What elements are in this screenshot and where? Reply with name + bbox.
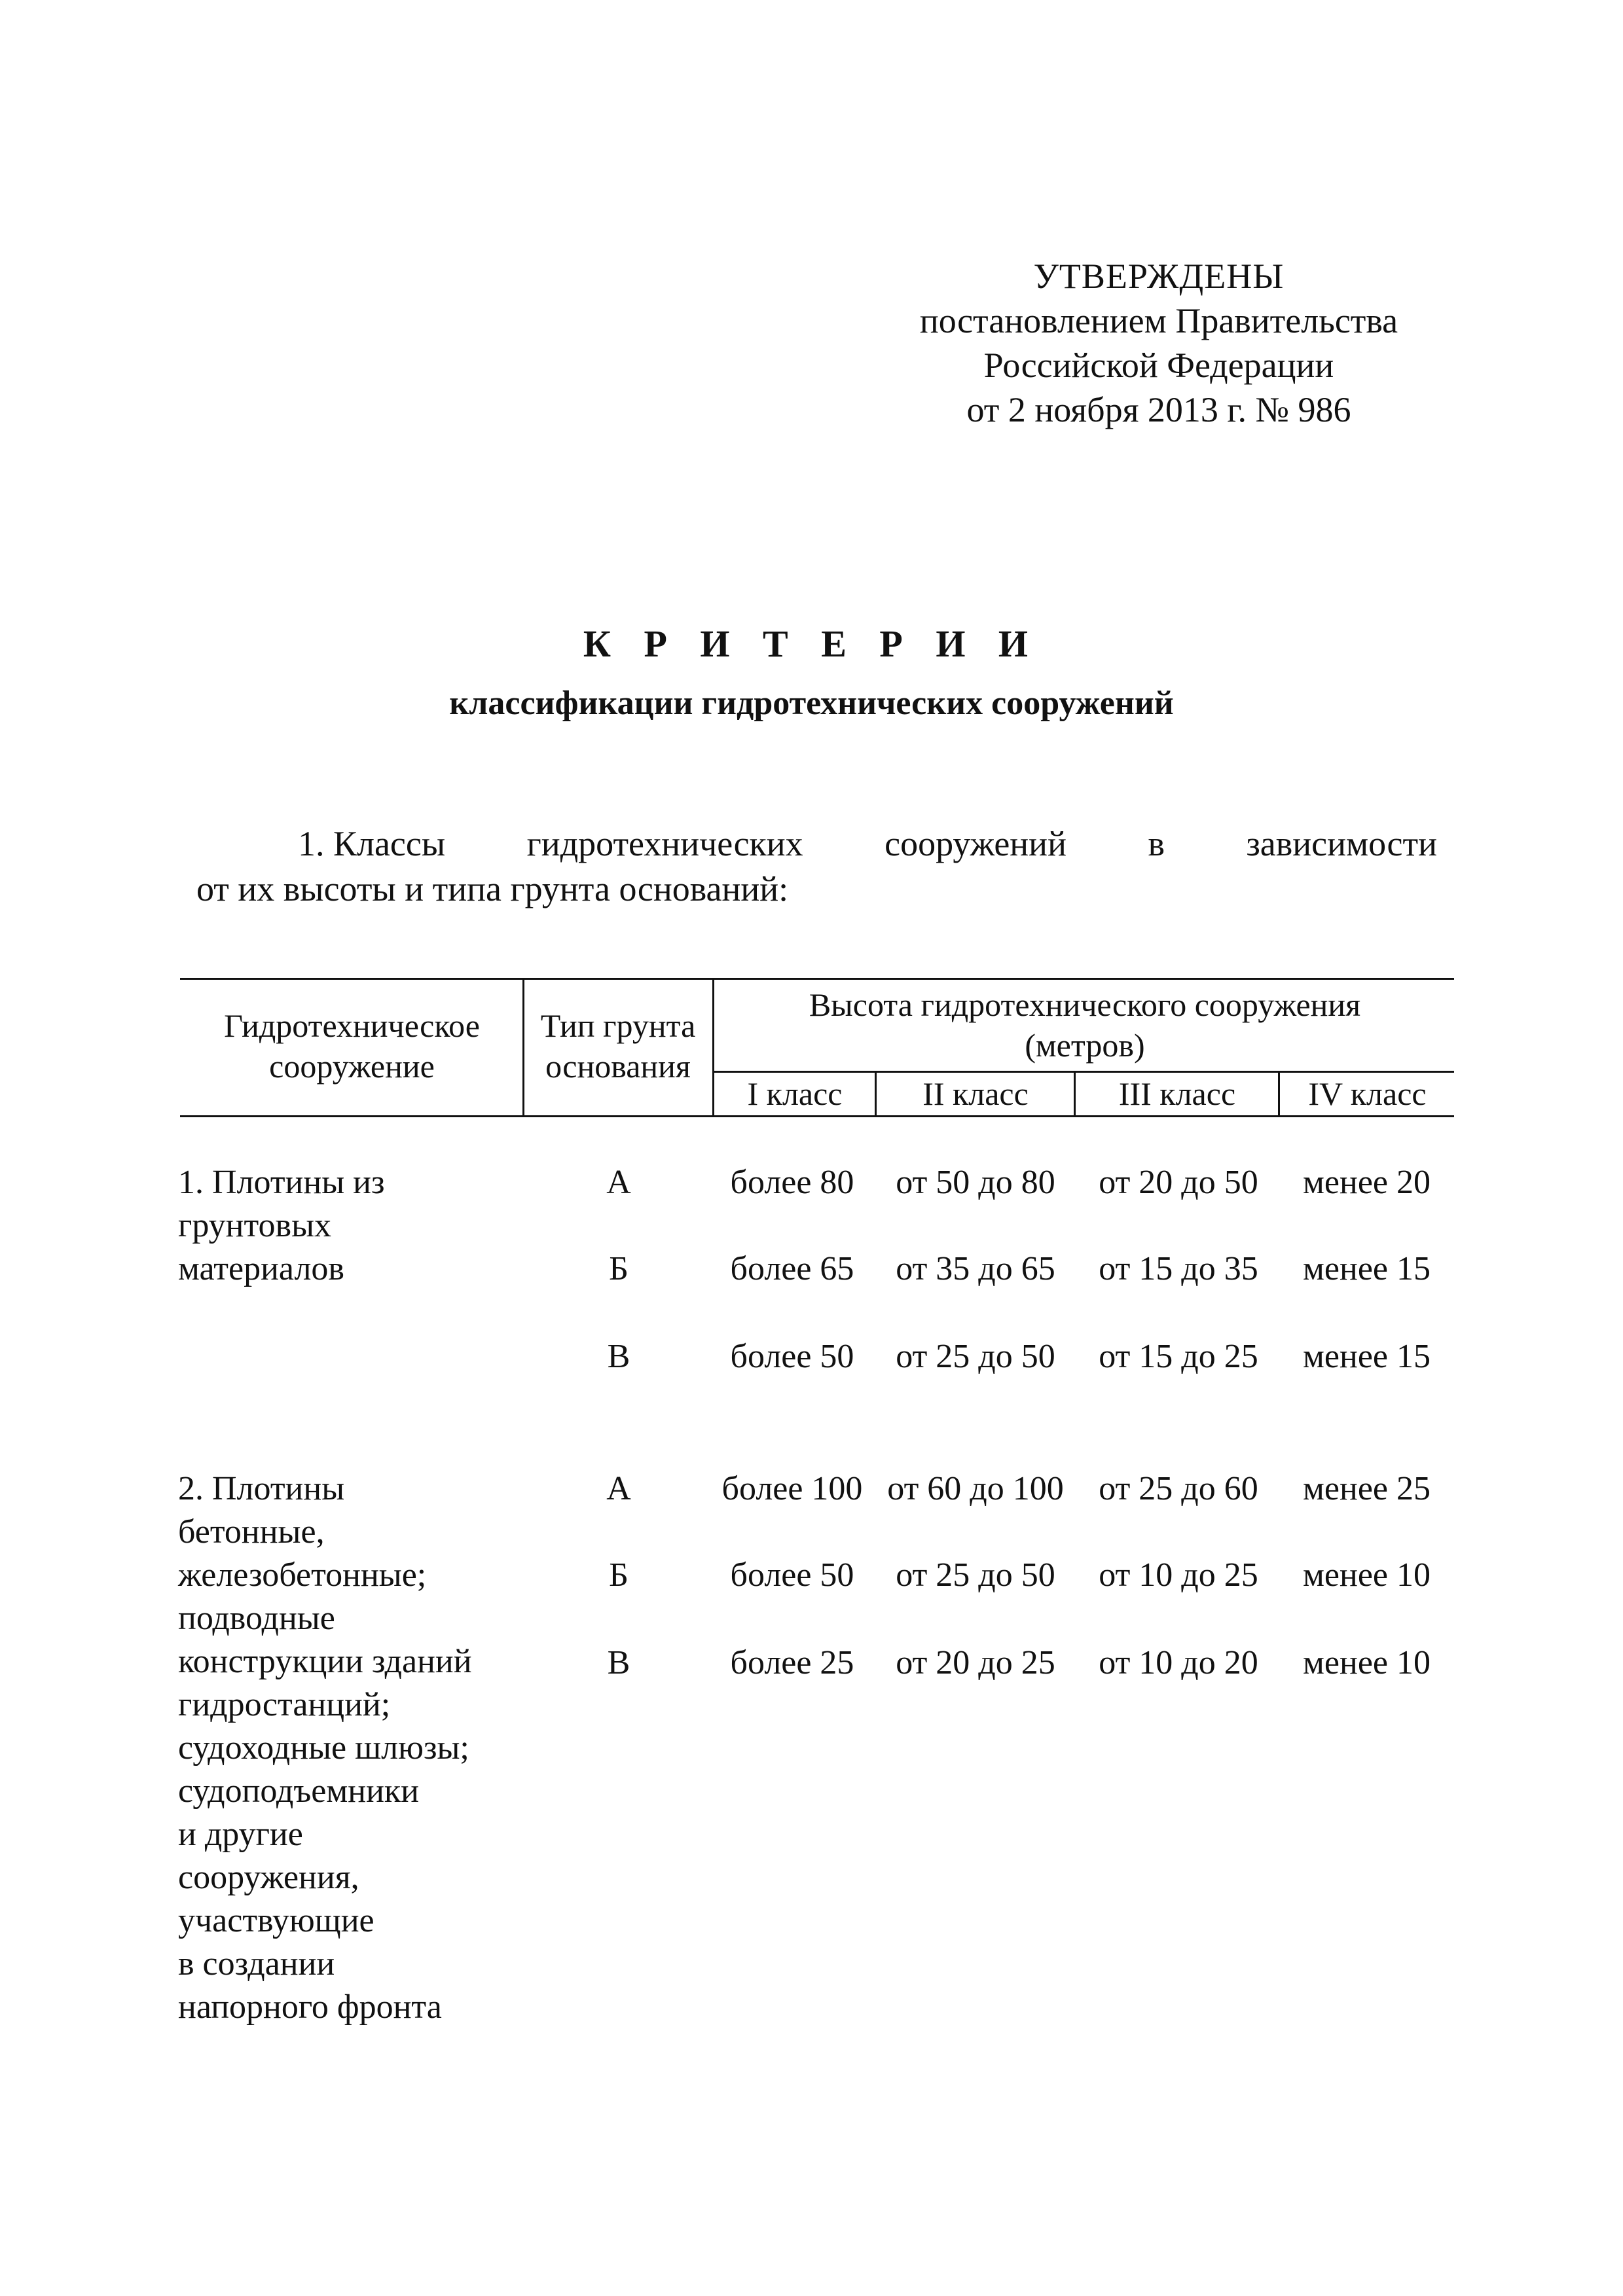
- table-divider: [875, 1071, 877, 1117]
- header-facility-line: Гидротехническое: [224, 1007, 480, 1044]
- value-class-4: менее 10: [1303, 1644, 1431, 1681]
- facility-line: подводные: [178, 1600, 335, 1637]
- section-word: зависимости: [1246, 824, 1437, 863]
- section-word: гидротехнических: [526, 824, 803, 863]
- value-class-3: от 15 до 35: [1099, 1250, 1258, 1287]
- facility-group-2: [178, 1467, 472, 2029]
- table-divider: [1074, 1071, 1076, 1117]
- facility-line: 2. Плотины: [178, 1470, 345, 1507]
- value-class-4: менее 20: [1303, 1164, 1431, 1201]
- facility-line: напорного фронта: [178, 1988, 442, 2026]
- value-class-4: менее 15: [1303, 1338, 1431, 1375]
- facility-line: гидростанций;: [178, 1686, 391, 1723]
- approval-line-decree: постановлением Правительства: [919, 301, 1398, 340]
- table-divider: [712, 978, 714, 1117]
- header-class-3: III класс: [1118, 1075, 1236, 1112]
- table-divider: [1278, 1071, 1280, 1117]
- document-subtitle: классификации гидротехнических сооружений: [449, 685, 1174, 722]
- soil-type: Б: [609, 1250, 629, 1287]
- table-divider: [522, 978, 524, 1117]
- facility-line: судоподъемники: [178, 1772, 419, 1810]
- facility-line: бетонные,: [178, 1513, 325, 1551]
- value-class-1: более 50: [730, 1556, 854, 1594]
- soil-type: А: [606, 1164, 631, 1201]
- value-class-3: от 15 до 25: [1099, 1338, 1258, 1375]
- facility-line: в создании: [178, 1945, 335, 1982]
- facility-line: железобетонные;: [178, 1556, 427, 1594]
- approval-line-federation: Российской Федерации: [983, 346, 1334, 385]
- header-class-4: IV класс: [1308, 1075, 1427, 1112]
- value-class-1: более 100: [721, 1470, 863, 1507]
- value-class-1: более 50: [730, 1338, 854, 1375]
- header-height-line: (метров): [1025, 1027, 1145, 1064]
- section-word: сооружений: [884, 824, 1067, 863]
- header-height: [716, 984, 1454, 1066]
- value-class-3: от 10 до 20: [1099, 1644, 1258, 1681]
- table-top-rule: [180, 978, 1454, 980]
- value-class-2: от 20 до 25: [896, 1644, 1055, 1681]
- header-soil: [525, 1005, 711, 1086]
- value-class-3: от 25 до 60: [1099, 1470, 1258, 1507]
- value-class-4: менее 15: [1303, 1250, 1431, 1287]
- soil-type: Б: [609, 1556, 629, 1594]
- approval-line-date: от 2 ноября 2013 г. № 986: [966, 390, 1351, 429]
- table-header-bottom-rule: [180, 1115, 1454, 1117]
- facility-line: конструкции зданий: [178, 1643, 472, 1680]
- value-class-3: от 10 до 25: [1099, 1556, 1258, 1594]
- approval-title: УТВЕРЖДЕНЫ: [1033, 257, 1285, 296]
- soil-type: В: [607, 1338, 630, 1375]
- approval-block: [890, 254, 1427, 432]
- value-class-2: от 25 до 50: [896, 1338, 1055, 1375]
- value-class-2: от 35 до 65: [896, 1250, 1055, 1287]
- section-word: 1. Классы: [298, 824, 446, 863]
- header-soil-line: основания: [545, 1048, 691, 1085]
- header-class-1: I класс: [747, 1075, 843, 1112]
- soil-type: А: [606, 1470, 631, 1507]
- section-word: в: [1148, 824, 1165, 863]
- value-class-2: от 50 до 80: [896, 1164, 1055, 1201]
- value-class-1: более 80: [730, 1164, 854, 1201]
- header-height-line: Высота гидротехнического сооружения: [809, 986, 1361, 1023]
- soil-type: В: [607, 1644, 630, 1681]
- value-class-2: от 25 до 50: [896, 1556, 1055, 1594]
- facility-line: и другие: [178, 1816, 303, 1853]
- section-heading-line2: от их высоты и типа грунта оснований:: [196, 869, 789, 908]
- document-title: К Р И Т Е Р И И: [583, 622, 1040, 665]
- facility-line: сооружения,: [178, 1859, 359, 1896]
- facility-group-1: [178, 1161, 385, 1291]
- header-class-2: II класс: [922, 1075, 1029, 1112]
- facility-line: 1. Плотины из: [178, 1164, 385, 1201]
- facility-line: судоходные шлюзы;: [178, 1729, 469, 1767]
- table-subheader-rule: [714, 1071, 1454, 1073]
- header-facility: [183, 1005, 520, 1086]
- facility-line: грунтовых: [178, 1207, 331, 1244]
- value-class-2: от 60 до 100: [887, 1470, 1064, 1507]
- header-soil-line: Тип грунта: [540, 1007, 696, 1044]
- facility-line: участвующие: [178, 1902, 374, 1939]
- facility-line: материалов: [178, 1250, 344, 1287]
- value-class-1: более 65: [730, 1250, 854, 1287]
- value-class-1: более 25: [730, 1644, 854, 1681]
- header-facility-line: сооружение: [269, 1048, 435, 1085]
- value-class-4: менее 10: [1303, 1556, 1431, 1594]
- section-heading-line1: [298, 823, 1437, 864]
- value-class-3: от 20 до 50: [1099, 1164, 1258, 1201]
- value-class-4: менее 25: [1303, 1470, 1431, 1507]
